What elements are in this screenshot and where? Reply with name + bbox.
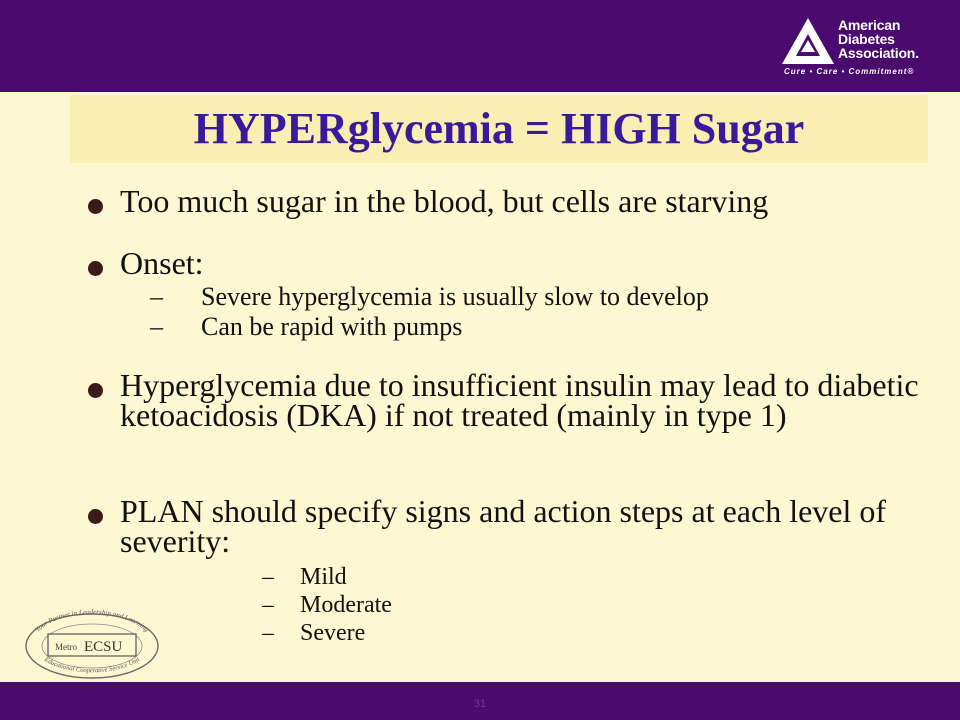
bullet-dot-icon (88, 261, 103, 276)
ada-name-line: Association. (838, 45, 919, 61)
ada-tagline: Cure • Care • Commitment® (784, 67, 915, 76)
sub-item-text: Moderate (300, 592, 392, 618)
bullet-dot-icon (88, 509, 103, 524)
bullet-dot-icon (88, 383, 103, 398)
metro-main-label: ECSU (84, 639, 123, 655)
metro-bottom-arc-text: Educational Cooperative Service Unit (43, 656, 141, 675)
sub-item-text: Severe (300, 620, 366, 646)
metro-top-arc-text: Your Partner in Leadership and Learning (33, 607, 151, 634)
slide-title: HYPERglycemia = HIGH Sugar (193, 104, 805, 153)
ada-name-line: American (838, 17, 901, 33)
dash-icon: – (262, 592, 274, 618)
svg-text:Your Partner in Leadership and (34, 608, 151, 634)
dash-icon: – (150, 312, 163, 341)
bullet-dot-icon (88, 199, 103, 214)
sub-item-text: Severe hyperglycemia is usually slow to develop (201, 282, 709, 311)
sub-item-text: Can be rapid with pumps (201, 312, 463, 341)
bullet-text: Hyperglycemia due to insufficient insulin may lead to diabetic ketoacidosis (DKA) if not treated (mainly in type 1) (120, 367, 919, 433)
svg-text:Educational Cooperative Servic (42, 656, 141, 675)
ada-name-line: Diabetes (838, 31, 895, 47)
page-number: 31 (473, 698, 487, 710)
sub-item-text: Mild (300, 564, 347, 590)
bullet-text: Too much sugar in the blood, but cells are starving (120, 183, 769, 219)
dash-icon: – (262, 620, 274, 646)
metro-ecsu-logo (22, 606, 162, 680)
dash-icon: – (262, 564, 274, 590)
metro-small-label: Metro (55, 642, 77, 652)
bullet-text: Onset: (120, 245, 204, 281)
dash-icon: – (150, 282, 163, 311)
bullet-text: PLAN should specify signs and action steps at each level of severity: (120, 493, 887, 559)
